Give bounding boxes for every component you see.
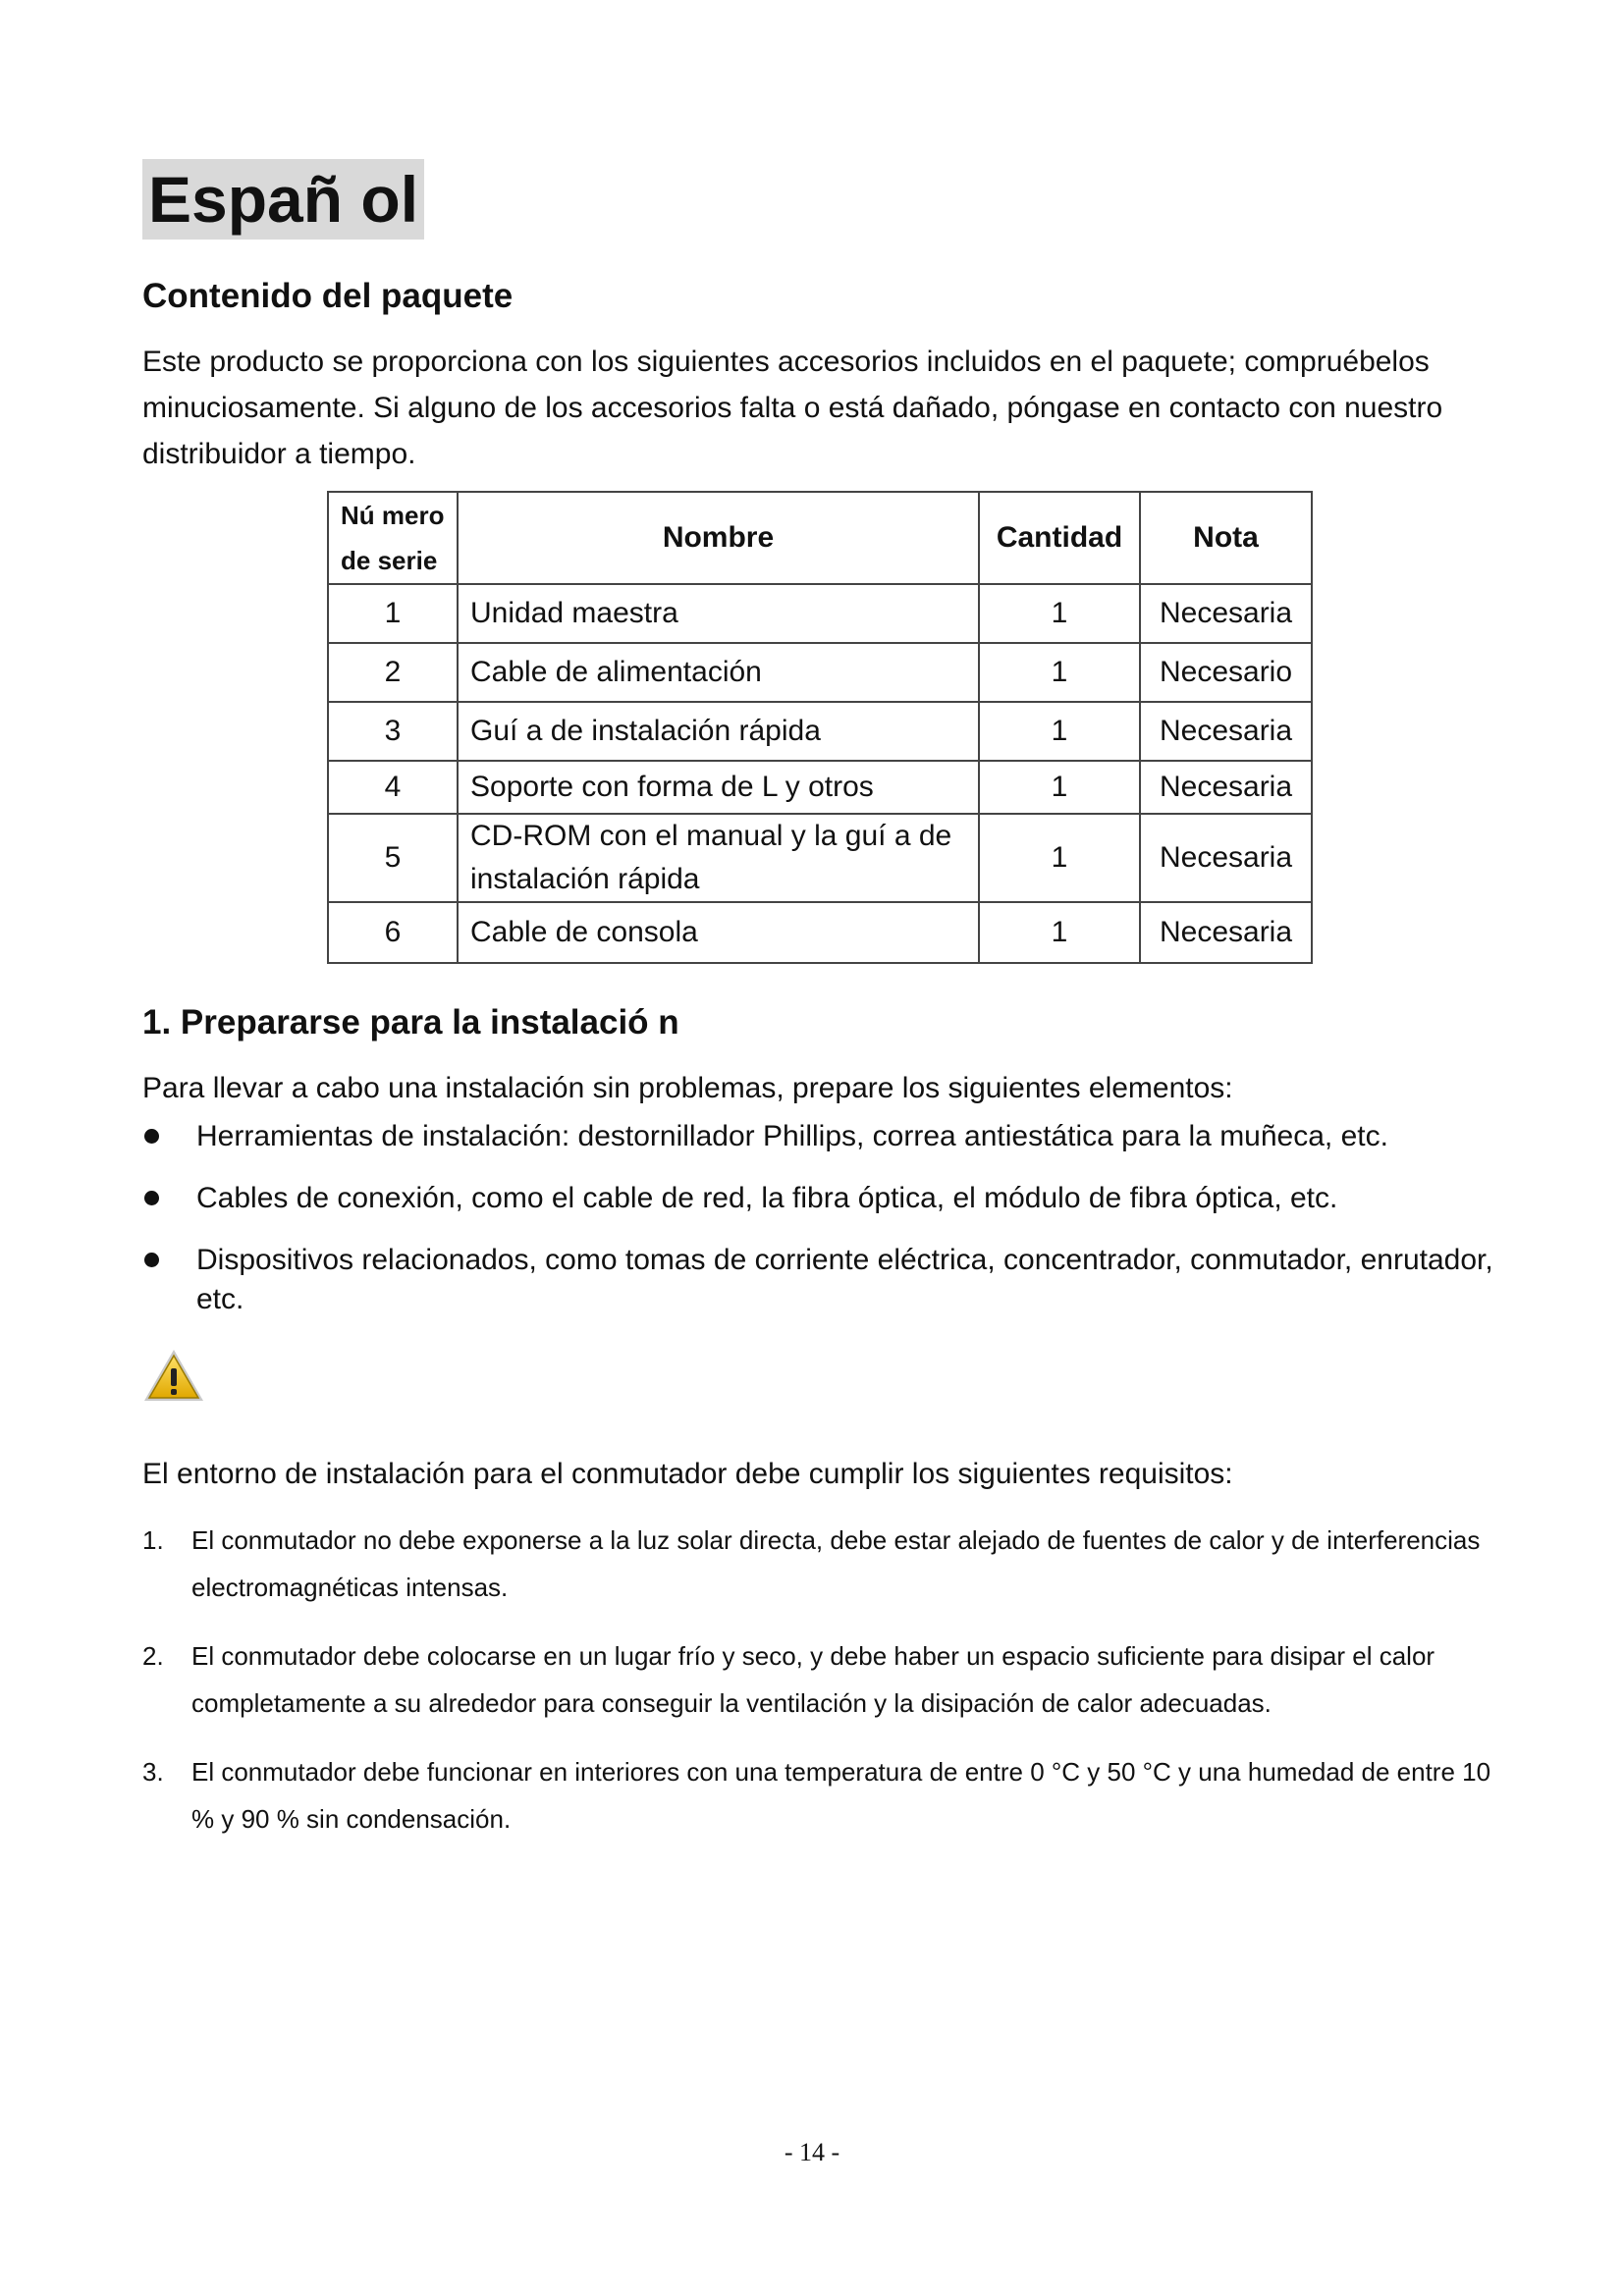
column-header-note: Nota [1140, 492, 1312, 584]
column-header-number-line2: de serie [341, 546, 438, 575]
language-title: Españ ol [142, 159, 424, 240]
list-item-number: 2. [142, 1641, 164, 1671]
list-item-text: Herramientas de instalación: destornillador Phillips, correa antiestática para la muñeca, etc. [196, 1120, 1388, 1152]
cell-quantity: 1 [979, 643, 1140, 702]
package-contents-table [327, 491, 1313, 964]
cell-quantity: 1 [979, 761, 1140, 814]
warning-triangle-icon [142, 1347, 205, 1404]
list-item [142, 1241, 1517, 1319]
cell-number: 4 [328, 761, 458, 814]
list-item-number: 1. [142, 1525, 164, 1555]
cell-note: Necesario [1140, 643, 1312, 702]
cell-name: Soporte con forma de L y otros [458, 761, 979, 814]
preparation-list [142, 1117, 1517, 1342]
list-item [142, 1517, 1517, 1611]
table-row [328, 643, 1312, 702]
cell-number: 1 [328, 584, 458, 643]
cell-note: Necesaria [1140, 584, 1312, 643]
requirements-list [142, 1517, 1517, 1864]
cell-note: Necesaria [1140, 814, 1312, 902]
column-header-quantity: Cantidad [979, 492, 1140, 584]
cell-name: Guí a de instalación rápida [458, 702, 979, 761]
list-item-text: El conmutador no debe exponerse a la luz solar directa, debe estar alejado de fuentes de calor y de interferencias electromagnéticas intensas. [191, 1525, 1481, 1602]
cell-note: Necesaria [1140, 761, 1312, 814]
list-item-number: 3. [142, 1757, 164, 1787]
package-intro-paragraph: Este producto se proporciona con los siguientes accesorios incluidos en el paquete; compruébelos minuciosamente. Si alguno de los accesorios falta o está dañado, póngase en contacto con nuestro distribuidor a tiempo. [142, 346, 1443, 470]
column-header-number-line1: Nú mero [341, 501, 445, 530]
cell-number: 3 [328, 702, 458, 761]
cell-note: Necesaria [1140, 702, 1312, 761]
cell-quantity: 1 [979, 584, 1140, 643]
cell-number: 5 [328, 814, 458, 902]
cell-quantity: 1 [979, 814, 1140, 902]
list-item [142, 1117, 1517, 1156]
table-row [328, 761, 1312, 814]
list-item-text: El conmutador debe funcionar en interiores con una temperatura de entre 0 °C y 50 °C y una humedad de entre 10 % y 90 % sin condensación. [191, 1757, 1491, 1834]
column-header-number [328, 492, 458, 584]
table-row [328, 814, 1312, 902]
list-item [142, 1748, 1517, 1842]
cell-quantity: 1 [979, 902, 1140, 963]
package-contents-heading: Contenido del paquete [142, 277, 514, 315]
table-row [328, 702, 1312, 761]
column-header-name: Nombre [458, 492, 979, 584]
list-item-text: Cables de conexión, como el cable de red, la fibra óptica, el módulo de fibra óptica, etc. [196, 1182, 1338, 1214]
list-item [142, 1179, 1517, 1218]
cell-name: CD-ROM con el manual y la guí a de instalación rápida [458, 814, 979, 902]
list-item-text: El conmutador debe colocarse en un lugar frío y seco, y debe haber un espacio suficiente para disipar el calor completamente a su alrededor para conseguir la ventilación y la disipación de calor adecuadas. [191, 1641, 1435, 1718]
preparation-intro: Para llevar a cabo una instalación sin problemas, prepare los siguientes elementos: [142, 1072, 1233, 1104]
environment-intro: El entorno de instalación para el conmutador debe cumplir los siguientes requisitos: [142, 1458, 1233, 1490]
list-item-text: Dispositivos relacionados, como tomas de corriente eléctrica, concentrador, conmutador, enrutador, etc. [196, 1244, 1493, 1315]
table-row [328, 584, 1312, 643]
bullet-icon [144, 1253, 159, 1267]
cell-name: Cable de alimentación [458, 643, 979, 702]
cell-name: Cable de consola [458, 902, 979, 963]
page-number: - 14 - [784, 2138, 840, 2166]
bullet-icon [144, 1129, 159, 1144]
cell-number: 2 [328, 643, 458, 702]
cell-quantity: 1 [979, 702, 1140, 761]
list-item [142, 1632, 1517, 1727]
cell-number: 6 [328, 902, 458, 963]
preparation-heading: 1. Prepararse para la instalació n [142, 1003, 679, 1041]
table-row [328, 902, 1312, 963]
cell-name: Unidad maestra [458, 584, 979, 643]
bullet-icon [144, 1191, 159, 1205]
table-header-row [328, 492, 1312, 584]
cell-note: Necesaria [1140, 902, 1312, 963]
